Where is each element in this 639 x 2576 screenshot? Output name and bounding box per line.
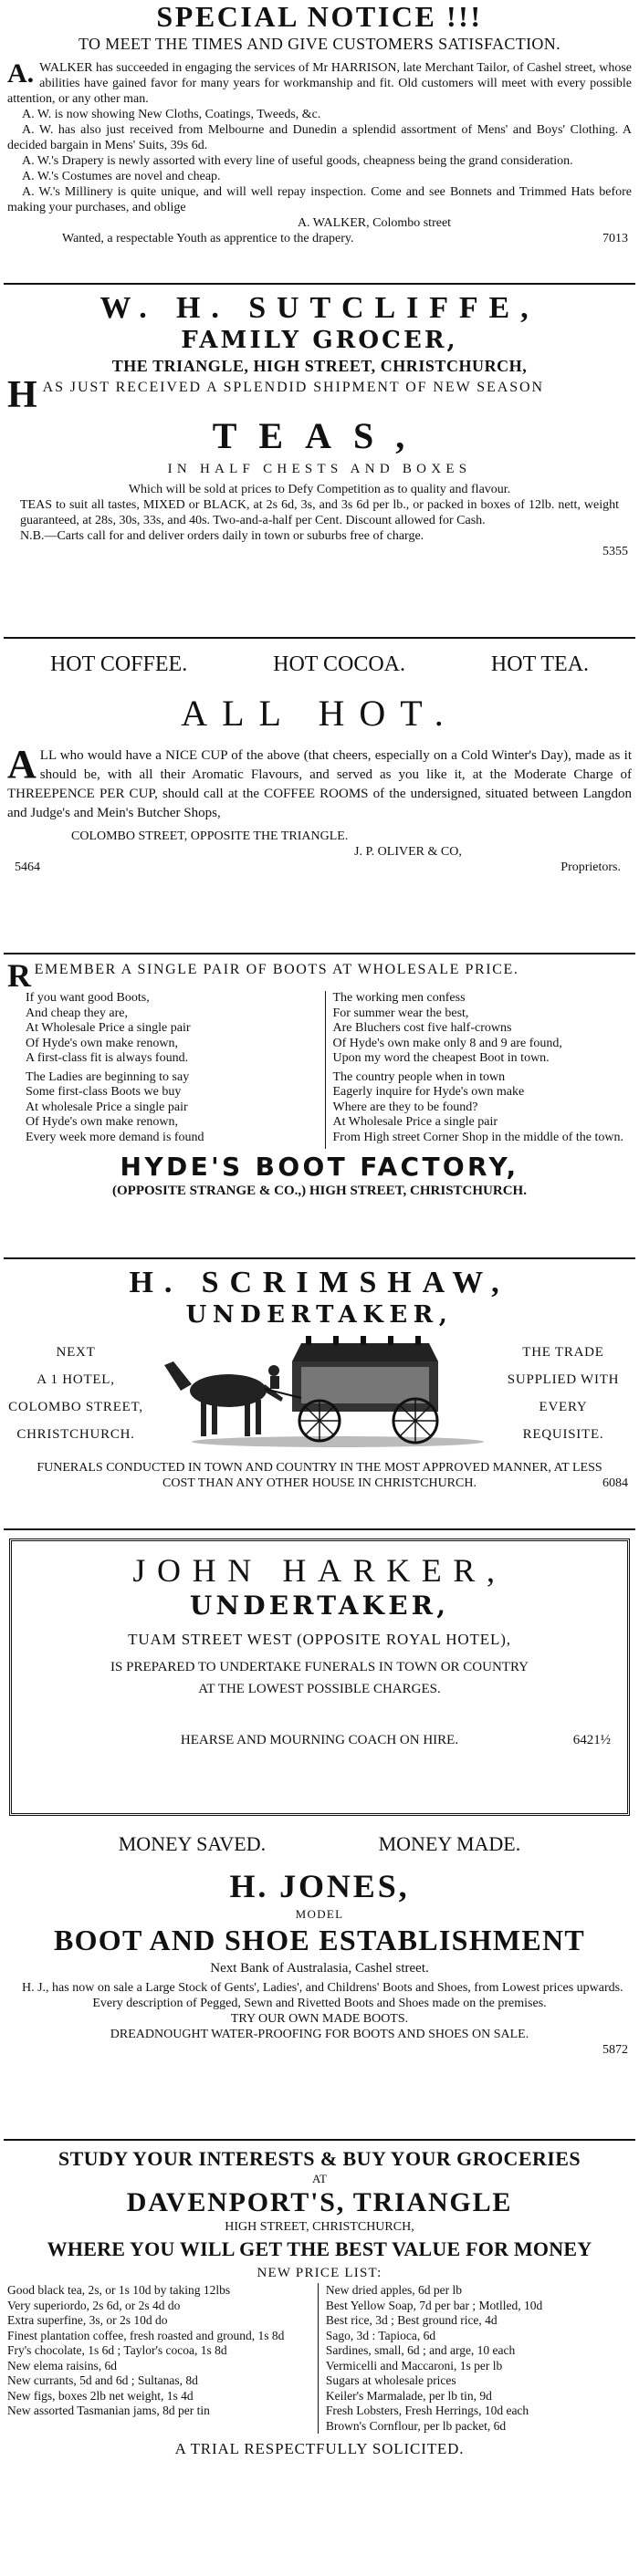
jones-line: H. J., has now on sale a Large Stock of Gents', Ladies', and Childrens' Boots and Shoes, from Lowest prices upwards. — [22, 1981, 623, 1995]
sutcliffe-line: N.B.—Carts call for and deliver orders daily in town or suburbs free of charge. — [20, 529, 424, 543]
poem-line: Are Bluchers cost five half-crowns — [332, 1021, 512, 1035]
walker-line: A. W.'s Millinery is quite unique, and will well repay inspection. Come and see Bonnets and Trimmed Hats before making your purchases, and oblige — [7, 185, 632, 214]
hydes-address: (OPPOSITE STRANGE & CO.,) HIGH STREET, CHRISTCHURCH. — [112, 1184, 527, 1198]
hot-coffee-label: HOT COFFEE. — [49, 652, 188, 676]
divider — [4, 2139, 635, 2141]
hydes-poem-right — [325, 991, 633, 1149]
price-item: Best rice, 3d ; Best ground rice, 4d — [325, 2313, 498, 2327]
hydes-poem-left — [7, 991, 325, 1149]
divider — [4, 637, 635, 639]
walker-drop-cap: A. — [7, 58, 35, 89]
davenports-ad — [7, 2146, 632, 2461]
jones-line: TRY OUR OWN MADE BOOTS. — [230, 2012, 409, 2026]
sutcliffe-received: AS JUST RECEIVED A SPLENDID SHIPMENT OF NEW SEASON — [42, 380, 544, 395]
sutcliffe-trade: FAMILY GROCER, — [181, 327, 458, 354]
walker-line: A. W. is now showing New Cloths, Coatings, Tweeds, &c. — [22, 108, 321, 121]
ad-number: 7013 — [602, 232, 628, 245]
sutcliffe-name: W. H. SUTCLIFFE, — [100, 291, 539, 325]
hydes-drop-cap: R — [7, 957, 33, 994]
poem-line: At Wholesale Price a single pair — [332, 1115, 498, 1129]
jones-line: DREADNOUGHT WATER-PROOFING FOR BOOTS AND SHOES ON SALE. — [110, 2028, 529, 2041]
price-item: New assorted Tasmanian jams, 8d per tin — [7, 2404, 210, 2417]
poem-line: A first-class fit is always found. — [26, 1051, 189, 1065]
sutcliffe-teas: TEAS, — [212, 415, 427, 456]
sutcliffe-line: Which will be sold at prices to Defy Competition as to quality and flavour. — [128, 483, 511, 496]
all-hot-ad — [7, 650, 632, 876]
davenport-address: HIGH STREET, CHRISTCHURCH, — [225, 2220, 414, 2234]
hearse-carriage-illustration — [155, 1334, 484, 1453]
hydes-boot-ad — [7, 957, 632, 1200]
scrimshaw-right-line: SUPPLIED WITH — [507, 1372, 620, 1387]
poem-line: And cheap they are, — [26, 1006, 128, 1020]
jones-ad — [7, 1830, 632, 2058]
poem-line: At Wholesale Price a single pair — [26, 1021, 191, 1035]
scrimshaw-right-block — [495, 1339, 632, 1448]
davenport-trial: A TRIAL RESPECTFULLY SOLICITED. — [174, 2440, 465, 2457]
hot-cocoa-label: HOT COCOA. — [273, 652, 406, 676]
ad-number: 6421½ — [572, 1733, 611, 1747]
poem-line: The country people when in town — [332, 1069, 506, 1084]
scrimshaw-right-line: EVERY — [539, 1400, 588, 1414]
price-item: Finest plantation coffee, fresh roasted and ground, 1s 8d — [7, 2328, 285, 2342]
walker-wanted: Wanted, a respectable Youth as apprentice to the drapery. — [62, 232, 354, 245]
jones-establishment: BOOT AND SHOE ESTABLISHMENT — [54, 1924, 585, 1956]
price-item: Sago, 3d : Tapioca, 6d — [325, 2328, 436, 2342]
scrimshaw-left-line: CHRISTCHURCH. — [16, 1427, 135, 1442]
scrimshaw-name: H. SCRIMSHAW, — [129, 1266, 510, 1299]
sutcliffe-address: THE TRIANGLE, HIGH STREET, CHRISTCHURCH, — [111, 357, 528, 375]
jones-name: H. JONES, — [229, 1868, 410, 1904]
davenport-at: AT — [312, 2172, 327, 2185]
scrimshaw-right-line: THE TRADE — [522, 1345, 604, 1360]
sutcliffe-drop-cap: H — [7, 374, 39, 416]
jones-line: Every description of Pegged, Sewn and Rivetted Boots and Shoes made on the premises. — [92, 1997, 547, 2010]
divider — [4, 953, 635, 954]
scrimshaw-left-line: NEXT — [56, 1345, 96, 1360]
poem-line: Where are they to be found? — [332, 1100, 478, 1114]
hydes-heading: EMEMBER A SINGLE PAIR OF BOOTS AT WHOLESALE PRICE. — [34, 962, 519, 977]
poem-line: At wholesale Price a single pair — [26, 1100, 188, 1114]
price-item: Brown's Cornflour, per lb packet, 6d — [325, 2418, 507, 2433]
price-list-right — [318, 2283, 632, 2434]
price-list-left — [7, 2283, 313, 2434]
harker-trade: UNDERTAKER, — [189, 1590, 450, 1621]
price-item: Very superiordo, 2s 6d, or 2s 4d do — [7, 2298, 181, 2312]
davenport-value: WHERE YOU WILL GET THE BEST VALUE FOR MONEY — [47, 2237, 592, 2260]
walker-line: A. W. has also just received from Melbourne and Dunedin a splendid assortment of Mens' and Boys' Clothing. A decided bargain in Mens' Suits, 39s 6d. — [7, 123, 632, 152]
all-hot-body: LL who would have a NICE CUP of the above (that cheers, especially on a Cold Winter's Day), made as it should be, with all their Aromatic Flavours, and served as you like it, at the Moderate Charge of THREEPENCE PER CUP, should call at the COFFEE ROOMS of the undersigned, situated between Langdon and Judge's and Mein's Butcher Shops, — [7, 748, 632, 820]
poem-line: Some first-class Boots we buy — [26, 1085, 182, 1099]
harker-name: JOHN HARKER, — [132, 1552, 507, 1589]
jones-address: Next Bank of Australasia, Cashel street. — [210, 1961, 429, 1976]
davenport-study: STUDY YOUR INTERESTS & BUY YOUR GROCERIES — [58, 2147, 581, 2170]
scrimshaw-right-line: REQUISITE. — [522, 1427, 604, 1442]
sutcliffe-line: TEAS to suit all tastes, MIXED or BLACK, at 2s 6d, 3s, and 3s 6d per lb., or packed in boxes of 12lb. nett, weight guaranteed, at 28s, 30s, 33s, and 40s. Two-and-a-half per Cent. Discount allowed for Cash. — [20, 498, 619, 527]
divider — [4, 283, 635, 285]
price-item: New elema raisins, 6d — [7, 2358, 117, 2373]
price-item: New dried apples, 6d per lb — [325, 2283, 463, 2297]
poem-line: Upon my word the cheapest Boot in town. — [332, 1051, 550, 1065]
scrimshaw-funerals: FUNERALS CONDUCTED IN TOWN AND COUNTRY IN THE MOST APPROVED MANNER, AT LESS COST THAN ANY OTHER HOUSE IN CHRISTCHURCH. — [37, 1461, 602, 1490]
davenport-price-list-title: NEW PRICE LIST: — [257, 2266, 382, 2280]
ad-number: 6084 — [602, 1476, 628, 1490]
poem-line: Of Hyde's own make renown, — [26, 1036, 178, 1050]
sutcliffe-chests: IN HALF CHESTS AND BOXES — [167, 462, 472, 476]
harker-line: AT THE LOWEST POSSIBLE CHARGES. — [198, 1682, 441, 1696]
harker-ad — [9, 1538, 630, 1816]
price-item: Keiler's Marmalade, per lb tin, 9d — [325, 2388, 492, 2403]
price-item: New currants, 5d and 6d ; Sultanas, 8d — [7, 2373, 198, 2387]
walker-para: WALKER has succeeded in engaging the services of Mr HARRISON, late Merchant Tailor, of Cashel street, whose abilities have gained favor for many years for workmanship and fit. Old customers will meet with every possible attention, or any other man. — [7, 61, 632, 106]
divider — [4, 1257, 635, 1259]
divider — [4, 1528, 635, 1530]
price-item: Vermicelli and Maccaroni, 1s per lb — [325, 2358, 503, 2373]
poem-line: The Ladies are beginning to say — [26, 1069, 190, 1084]
scrimshaw-left-line: COLOMBO STREET, — [8, 1400, 143, 1414]
special-notice-ad — [7, 0, 632, 246]
ad-number: 5355 — [602, 545, 628, 558]
price-item: Extra superfine, 3s, or 2s 10d do — [7, 2313, 168, 2327]
poem-line: If you want good Boots, — [26, 991, 150, 1005]
walker-signature: A. WALKER, Colombo street — [297, 216, 452, 230]
davenport-name: DAVENPORT'S, TRIANGLE — [126, 2187, 513, 2217]
ad-number: 5464 — [15, 860, 40, 874]
sutcliffe-ad — [7, 290, 632, 559]
money-made-label: MONEY MADE. — [378, 1832, 521, 1855]
all-hot-location: COLOMBO STREET, OPPOSITE THE TRIANGLE. — [71, 829, 349, 843]
special-notice-headline: SPECIAL NOTICE !!! — [156, 0, 483, 33]
horse — [164, 1361, 283, 1436]
poem-line: Eagerly inquire for Hyde's own make — [332, 1085, 525, 1099]
harker-address: TUAM STREET WEST (OPPOSITE ROYAL HOTEL), — [128, 1631, 511, 1648]
harker-hearse: HEARSE AND MOURNING COACH ON HIRE. — [180, 1733, 459, 1747]
price-item: Best Yellow Soap, 7d per bar ; Motlled, 10d — [325, 2298, 543, 2312]
price-item: New figs, boxes 2lb net weight, 1s 4d — [7, 2388, 194, 2403]
poem-line: Of Hyde's own make renown, — [26, 1115, 178, 1129]
special-notice-subhead: TO MEET THE TIMES AND GIVE CUSTOMERS SATISFACTION. — [78, 35, 561, 53]
scrimshaw-left-line: A 1 HOTEL, — [37, 1372, 115, 1387]
walker-line: A. W.'s Costumes are novel and cheap. — [22, 170, 221, 183]
all-hot-proprietor: J. P. OLIVER & CO, — [354, 845, 462, 859]
hot-tea-label: HOT TEA. — [490, 652, 590, 676]
jones-model: MODEL — [295, 1907, 344, 1921]
hydes-factory-name: HYDE'S BOOT FACTORY, — [120, 1152, 519, 1182]
scrimshaw-left-block — [7, 1339, 144, 1448]
poem-line: The working men confess — [332, 991, 466, 1005]
ad-number: 5872 — [602, 2043, 628, 2057]
poem-line: Every week more demand is found — [26, 1130, 204, 1144]
price-item: Sardines, small, 6d ; and arge, 10 each — [325, 2343, 516, 2357]
money-saved-label: MONEY SAVED. — [118, 1832, 267, 1855]
all-hot-drop-cap: A — [7, 742, 37, 787]
price-item: Good black tea, 2s, or 1s 10d by taking 12lbs — [7, 2283, 231, 2297]
poem-line: Of Hyde's own make only 8 and 9 are found, — [332, 1036, 562, 1050]
price-item: Fresh Lobsters, Fresh Herrings, 10d each — [325, 2404, 529, 2417]
scrimshaw-trade: UNDERTAKER, — [185, 1301, 454, 1329]
all-hot-heading: ALL HOT. — [181, 693, 458, 734]
scrimshaw-ad — [7, 1265, 632, 1491]
all-hot-proprietors: Proprietors. — [560, 860, 621, 874]
walker-line: A. W.'s Drapery is newly assorted with every line of useful goods, cheapness being the grand consideration. — [22, 154, 573, 168]
price-item: Sugars at wholesale prices — [325, 2373, 456, 2387]
price-item: Fry's chocolate, 1s 6d ; Taylor's cocoa, 1s 8d — [7, 2343, 227, 2357]
harker-line: IS PREPARED TO UNDERTAKE FUNERALS IN TOWN OR COUNTRY — [110, 1660, 529, 1674]
poem-line: For summer wear the best, — [332, 1006, 469, 1020]
poem-line: From High street Corner Shop in the middle of the town. — [332, 1130, 623, 1144]
